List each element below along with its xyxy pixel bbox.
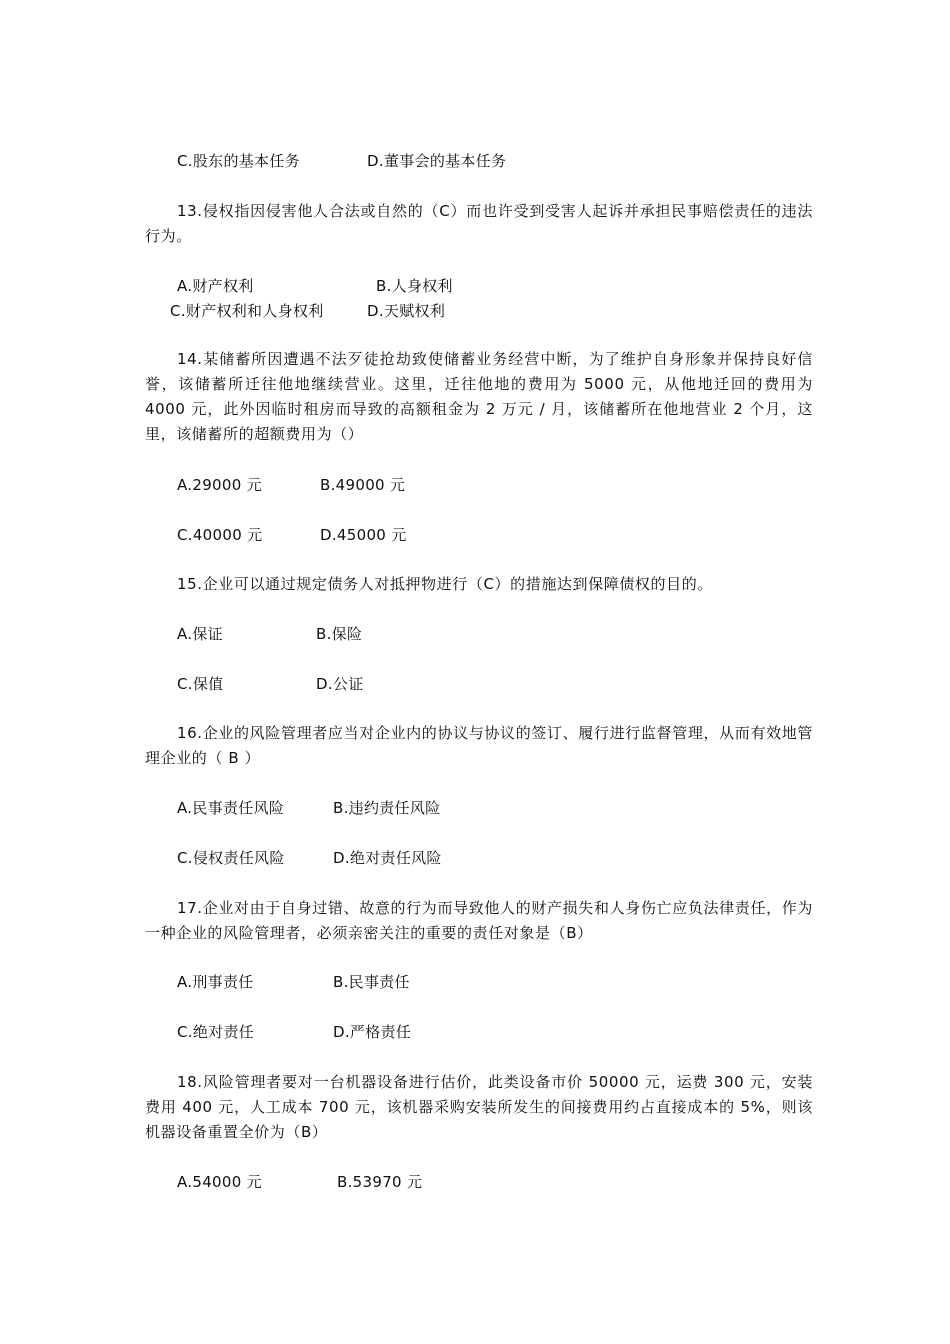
q17-option-a: A.刑事责任 xyxy=(177,973,254,991)
q13-option-c: C.财产权利和人身权利 xyxy=(170,302,324,320)
q17-option-b: B.民事责任 xyxy=(333,973,410,991)
q12-option-d: D.董事会的基本任务 xyxy=(367,152,507,170)
q16-option-b: B.违约责任风险 xyxy=(333,799,441,817)
q15-stem: 15.企业可以通过规定债务人对抵押物进行（C）的措施达到保障债权的目的。 xyxy=(177,575,713,593)
q16-option-d: D.绝对责任风险 xyxy=(333,849,442,867)
q17-option-c: C.绝对责任 xyxy=(177,1023,255,1041)
q15-option-c: C.保值 xyxy=(177,675,224,693)
q13-option-b: B.人身权利 xyxy=(376,277,453,295)
q16-option-c: C.侵权责任风险 xyxy=(177,849,285,867)
q16-stem: 16.企业的风险管理者应当对企业内的协议与协议的签订、履行进行监督管理，从而有效地管理企业的（ B ） xyxy=(145,724,813,767)
q16-option-a: A.民事责任风险 xyxy=(177,799,285,817)
q14-option-b: B.49000 元 xyxy=(320,476,406,494)
q14-option-d: D.45000 元 xyxy=(320,526,407,544)
q14-stem: 14.某储蓄所因遭遇不法歹徒抢劫致使储蓄业务经营中断，为了维护自身形象并保持良好信誉，该储蓄所迁往他地继续营业。这里，迁往他地的费用为 5000 元，从他地迁回的费用为 4000 元，此外因临时租房而导致的高额租金为 2 万元 / 月，该储蓄所在他地营业 2 个月，这里，该储蓄所的超额费用为（） xyxy=(145,350,813,443)
q18-option-a: A.54000 元 xyxy=(177,1173,262,1191)
q17-option-d: D.严格责任 xyxy=(333,1023,412,1041)
q15-option-d: D.公证 xyxy=(316,675,364,693)
q14-option-a: A.29000 元 xyxy=(177,476,262,494)
q14-option-c: C.40000 元 xyxy=(177,526,263,544)
q13-option-d: D.天赋权利 xyxy=(367,302,446,320)
q12-option-c: C.股东的基本任务 xyxy=(177,152,300,170)
q15-option-b: B.保险 xyxy=(316,625,363,643)
q18-option-b: B.53970 元 xyxy=(337,1173,423,1191)
q15-option-a: A.保证 xyxy=(177,625,223,643)
q13-option-a: A.财产权利 xyxy=(177,277,254,295)
q13-stem: 13.侵权指因侵害他人合法或自然的（C）而也许受到受害人起诉并承担民事赔偿责任的违法行为。 xyxy=(145,202,813,245)
q17-stem: 17.企业对由于自身过错、故意的行为而导致他人的财产损失和人身伤亡应负法律责任，作为一种企业的风险管理者，必须亲密关注的重要的责任对象是（B） xyxy=(145,899,813,942)
q18-stem: 18.风险管理者要对一台机器设备进行估价，此类设备市价 50000 元，运费 300 元，安装费用 400 元，人工成本 700 元，该机器采购安装所发生的间接费用约占直接成本的 5%，则该机器设备重置全价为（B） xyxy=(145,1073,813,1141)
